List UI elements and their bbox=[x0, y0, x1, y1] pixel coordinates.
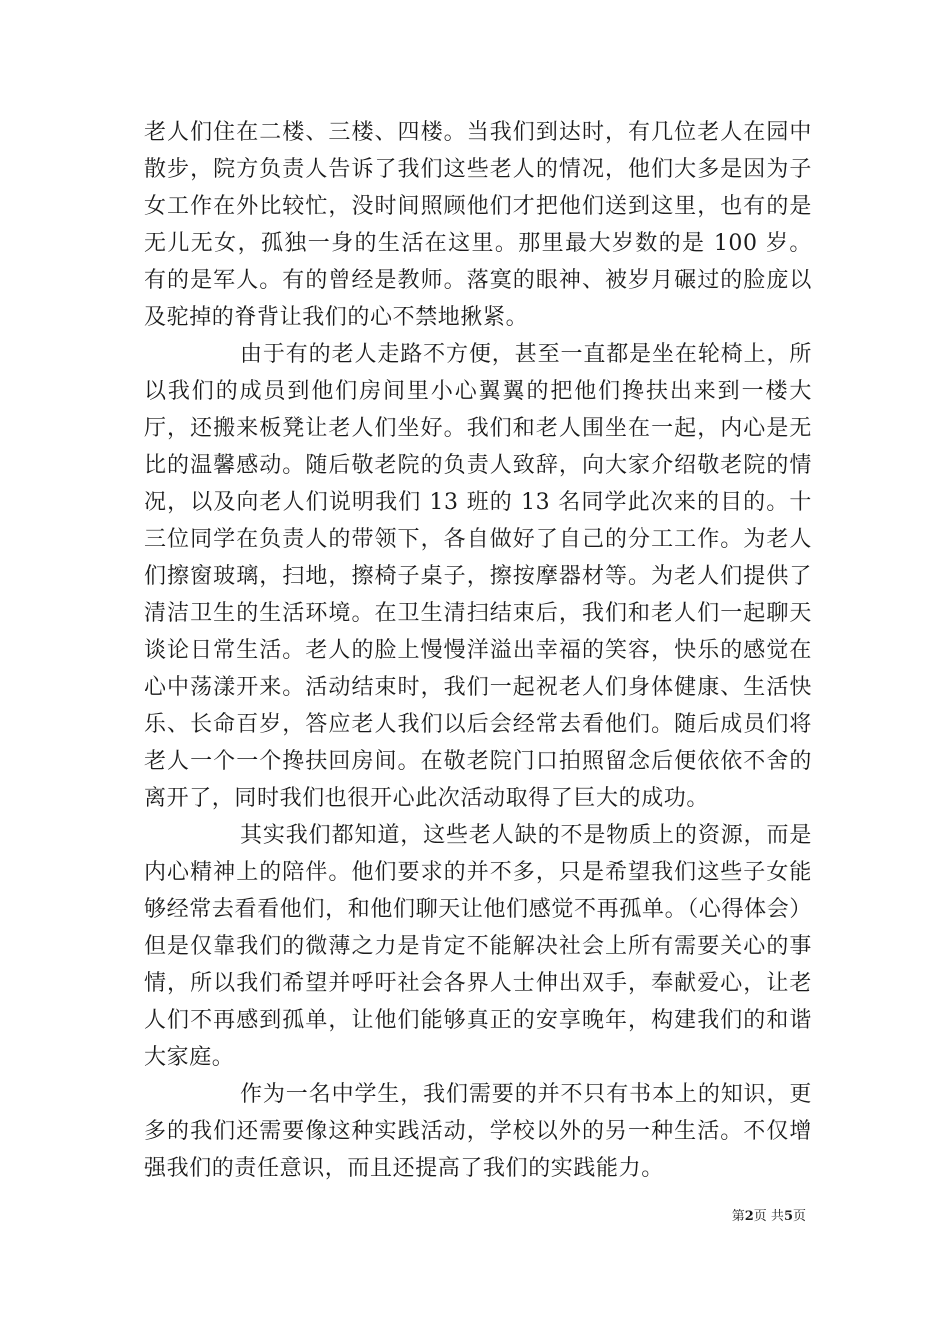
footer-prefix: 第 bbox=[731, 1209, 745, 1224]
footer-suffix: 页 bbox=[792, 1209, 806, 1224]
total-page-number: 5 bbox=[783, 1209, 793, 1224]
paragraph-1: 老人们住在二楼、三楼、四楼。当我们到达时，有几位老人在园中散步，院方负责人告诉了我们这些老人的情况，他们大多是因为子女工作在外比较忙，没时间照顾他们才把他们送到这里，也有的是无儿无女，孤独一身的生活在这里。那里最大岁数的是 100 岁。有的是军人。有的曾经是教师。落寞的眼神、被岁月碾过的脸庞以及驼掉的脊背让我们的心不禁地揪紧。 bbox=[144, 120, 812, 330]
body-text bbox=[144, 114, 812, 1187]
footer-middle: 页 共 bbox=[753, 1209, 784, 1224]
current-page-number: 2 bbox=[744, 1209, 754, 1224]
page-number-footer bbox=[732, 1205, 806, 1224]
paragraph-2: 由于有的老人走路不方便，甚至一直都是坐在轮椅上，所以我们的成员到他们房间里小心翼翼的把他们搀扶出来到一楼大厅，还搬来板凳让老人们坐好。我们和老人围坐在一起，内心是无比的温馨感动。随后敬老院的负责人致辞，向大家介绍敬老院的情况，以及向老人们说明我们 13 班的 13 名同学此次来的目的。十三位同学在负责人的带领下，各自做好了自己的分工工作。为老人们擦窗玻璃，扫地，擦椅子桌子，擦按摩器材等。为老人们提供了清洁卫生的生活环境。在卫生清扫结束后，我们和老人们一起聊天谈论日常生活。老人的脸上慢慢洋溢出幸福的笑容，快乐的感觉在心中荡漾开来。活动结束时，我们一起祝老人们身体健康、生活快乐、长命百岁，答应老人我们以后会经常去看他们。随后成员们将老人一个一个搀扶回房间。在敬老院门口拍照留念后便依依不舍的离开了，同时我们也很开心此次活动取得了巨大的成功。 bbox=[144, 342, 812, 811]
paragraph-4: 作为一名中学生，我们需要的并不只有书本上的知识，更多的我们还需要像这种实践活动，学校以外的另一种生活。不仅增强我们的责任意识，而且还提高了我们的实践能力。 bbox=[144, 1082, 812, 1181]
paragraph-3: 其实我们都知道，这些老人缺的不是物质上的资源，而是内心精神上的陪伴。他们要求的并不多，只是希望我们这些子女能够经常去看看他们，和他们聊天让他们感觉不再孤单。（心得体会）但是仅靠我们的微薄之力是肯定不能解决社会上所有需要关心的事情，所以我们希望并呼吁社会各界人士伸出双手，奉献爱心，让老人们不再感到孤单，让他们能够真正的安享晚年，构建我们的和谐大家庭。 bbox=[144, 823, 812, 1070]
